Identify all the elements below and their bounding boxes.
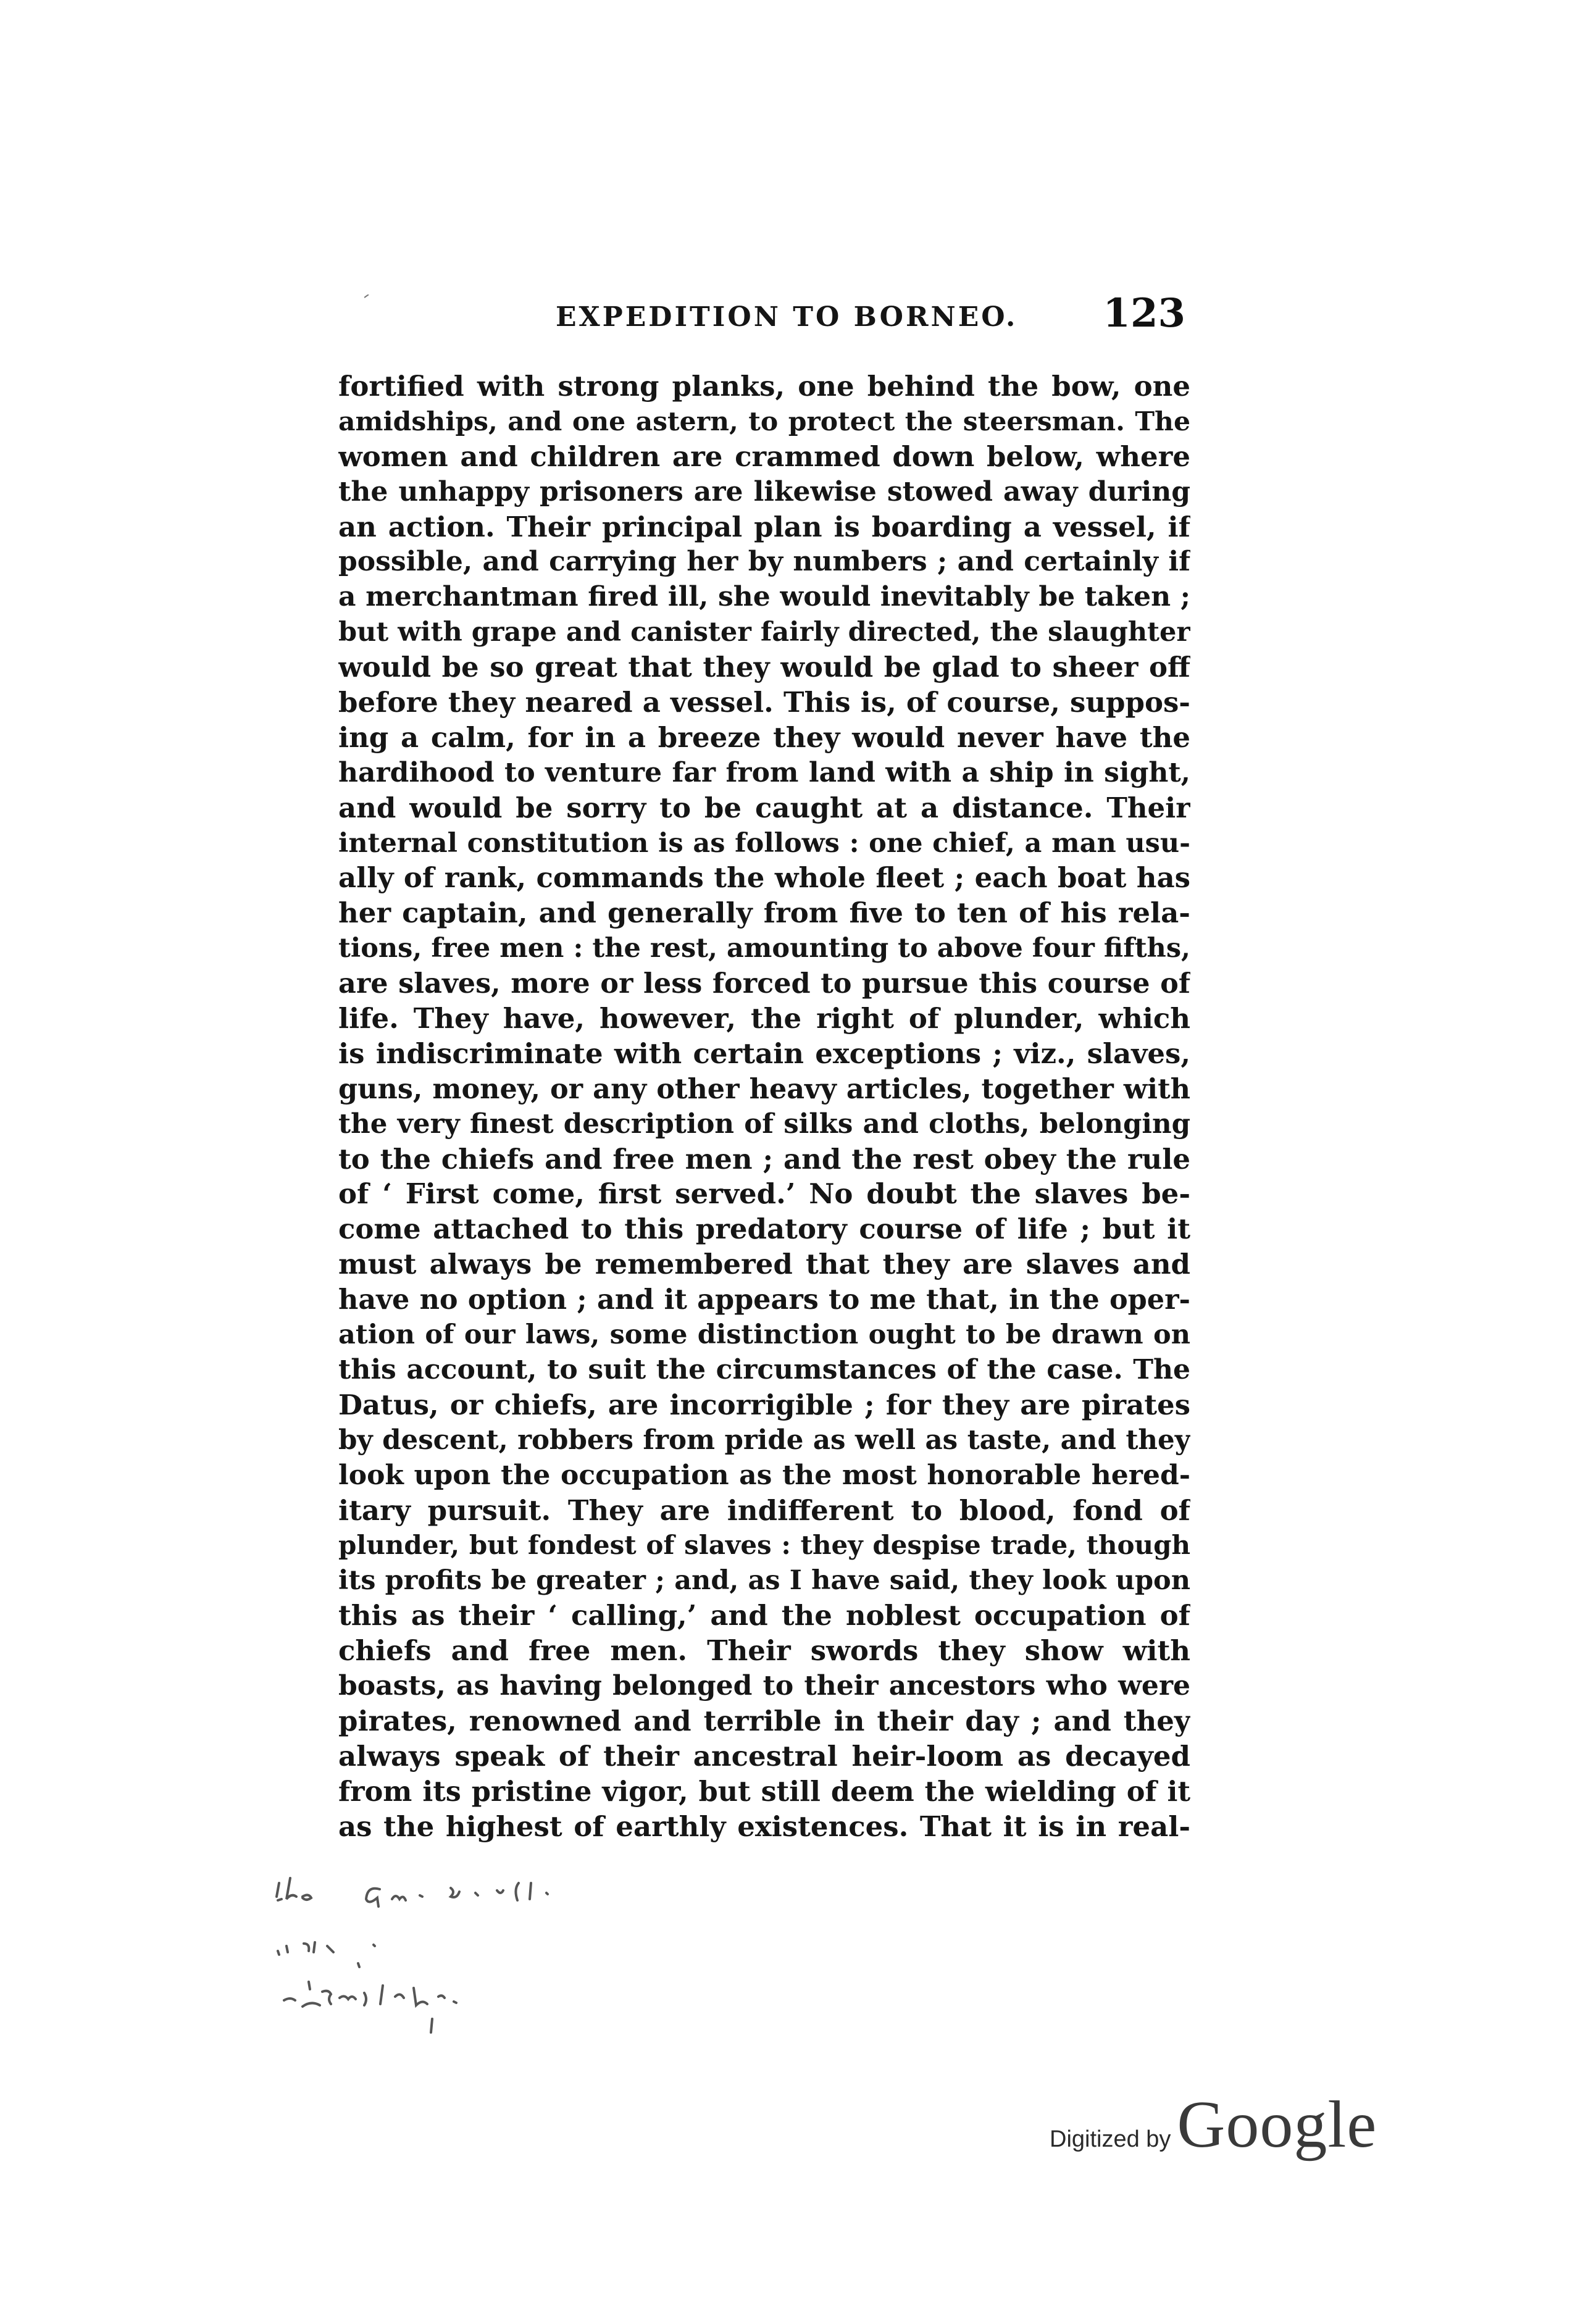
text-line: an action. Their principal plan is boarding a vessel, if	[338, 510, 1190, 543]
text-line: come attached to this predatory course of life ; but it	[338, 1213, 1190, 1246]
text-line: are slaves, more or less forced to pursue this course of	[338, 967, 1190, 1000]
text-line: fortified with strong planks, one behind the bow, one	[338, 370, 1190, 403]
text-line: before they neared a vessel. This is, of course, suppos-	[338, 686, 1190, 719]
page-number: 123	[1103, 290, 1185, 336]
text-line: boasts, as having belonged to their ancestors who were	[338, 1669, 1190, 1702]
text-line: tions, free men : the rest, amounting to above four fifths,	[338, 933, 1190, 964]
digitized-watermark	[1050, 2087, 1377, 2161]
text-line: is indiscriminate with certain exceptions ; viz., slaves,	[338, 1037, 1190, 1070]
text-line: to the chiefs and free men ; and the rest obey the rule	[338, 1142, 1190, 1176]
text-line: the very finest description of silks and cloths, belonging	[338, 1108, 1190, 1140]
text-line: ally of rank, commands the whole fleet ; each boat has	[338, 861, 1190, 895]
text-line: internal constitution is as follows : one chief, a man usu-	[338, 827, 1190, 859]
text-line: her captain, and generally from five to ten of his rela-	[338, 896, 1190, 930]
text-line: look upon the occupation as the most honorable hered-	[338, 1459, 1190, 1491]
text-line: by descent, robbers from pride as well as taste, and they	[338, 1424, 1190, 1456]
text-line: ation of our laws, some distinction ought to be drawn on	[338, 1319, 1190, 1351]
text-line: always speak of their ancestral heir-loom as decayed	[338, 1739, 1190, 1773]
text-line: as the highest of earthly existences. That it is in real-	[338, 1810, 1190, 1843]
text-line: ing a calm, for in a breeze they would never have the	[338, 720, 1190, 754]
text-line: have no option ; and it appears to me that, in the oper-	[338, 1284, 1190, 1316]
text-line: but with grape and canister fairly directed, the slaughter	[338, 617, 1190, 648]
handwritten-pencil-notes	[265, 1865, 1130, 2062]
body-text	[338, 369, 1190, 1844]
text-line: would be so great that they would be glad to sheer off	[338, 651, 1190, 684]
text-line: the unhappy prisoners are likewise stowed away during	[338, 475, 1190, 507]
text-line: this as their ‘ calling,’ and the noblest occupation of	[338, 1599, 1190, 1632]
text-line: this account, to suit the circumstances of the case. The	[338, 1353, 1190, 1385]
text-line: from its pristine vigor, but still deem the wielding of it	[338, 1775, 1190, 1808]
text-line: possible, and carrying her by numbers ; and certainly if	[338, 546, 1190, 578]
text-line: and would be sorry to be caught at a distance. Their	[338, 791, 1190, 824]
running-title: EXPEDITION TO BORNEO.	[556, 301, 1018, 333]
text-line: itary pursuit. They are indifferent to blood, fond of	[338, 1493, 1190, 1527]
text-line: plunder, but fondest of slaves : they despise trade, though	[338, 1530, 1190, 1561]
text-line: Datus, or chiefs, are incorrigible ; for they are pirates	[338, 1388, 1190, 1421]
text-line: of ‘ First come, first served.’ No doubt the slaves be-	[338, 1177, 1190, 1211]
watermark-prefix: Digitized by	[1050, 2126, 1171, 2152]
text-line: chiefs and free men. Their swords they show with	[338, 1634, 1190, 1668]
text-line: a merchantman fired ill, she would inevitably be taken ;	[338, 581, 1190, 613]
google-logo: Google	[1177, 2088, 1377, 2161]
text-line: pirates, renowned and terrible in their day ; and they	[338, 1704, 1190, 1737]
text-line: life. They have, however, the right of plunder, which	[338, 1002, 1190, 1035]
text-line: must always be remembered that they are slaves and	[338, 1248, 1190, 1281]
text-line: its profits be greater ; and, as I have said, they look upon	[338, 1565, 1190, 1597]
text-line: guns, money, or any other heavy articles, together with	[338, 1072, 1190, 1105]
text-line: hardihood to venture far from land with a ship in sight,	[338, 756, 1190, 788]
text-line: women and children are crammed down below, where	[338, 440, 1190, 473]
text-line: amidships, and one astern, to protect the steersman. The	[338, 406, 1190, 437]
page-header	[338, 290, 1190, 346]
